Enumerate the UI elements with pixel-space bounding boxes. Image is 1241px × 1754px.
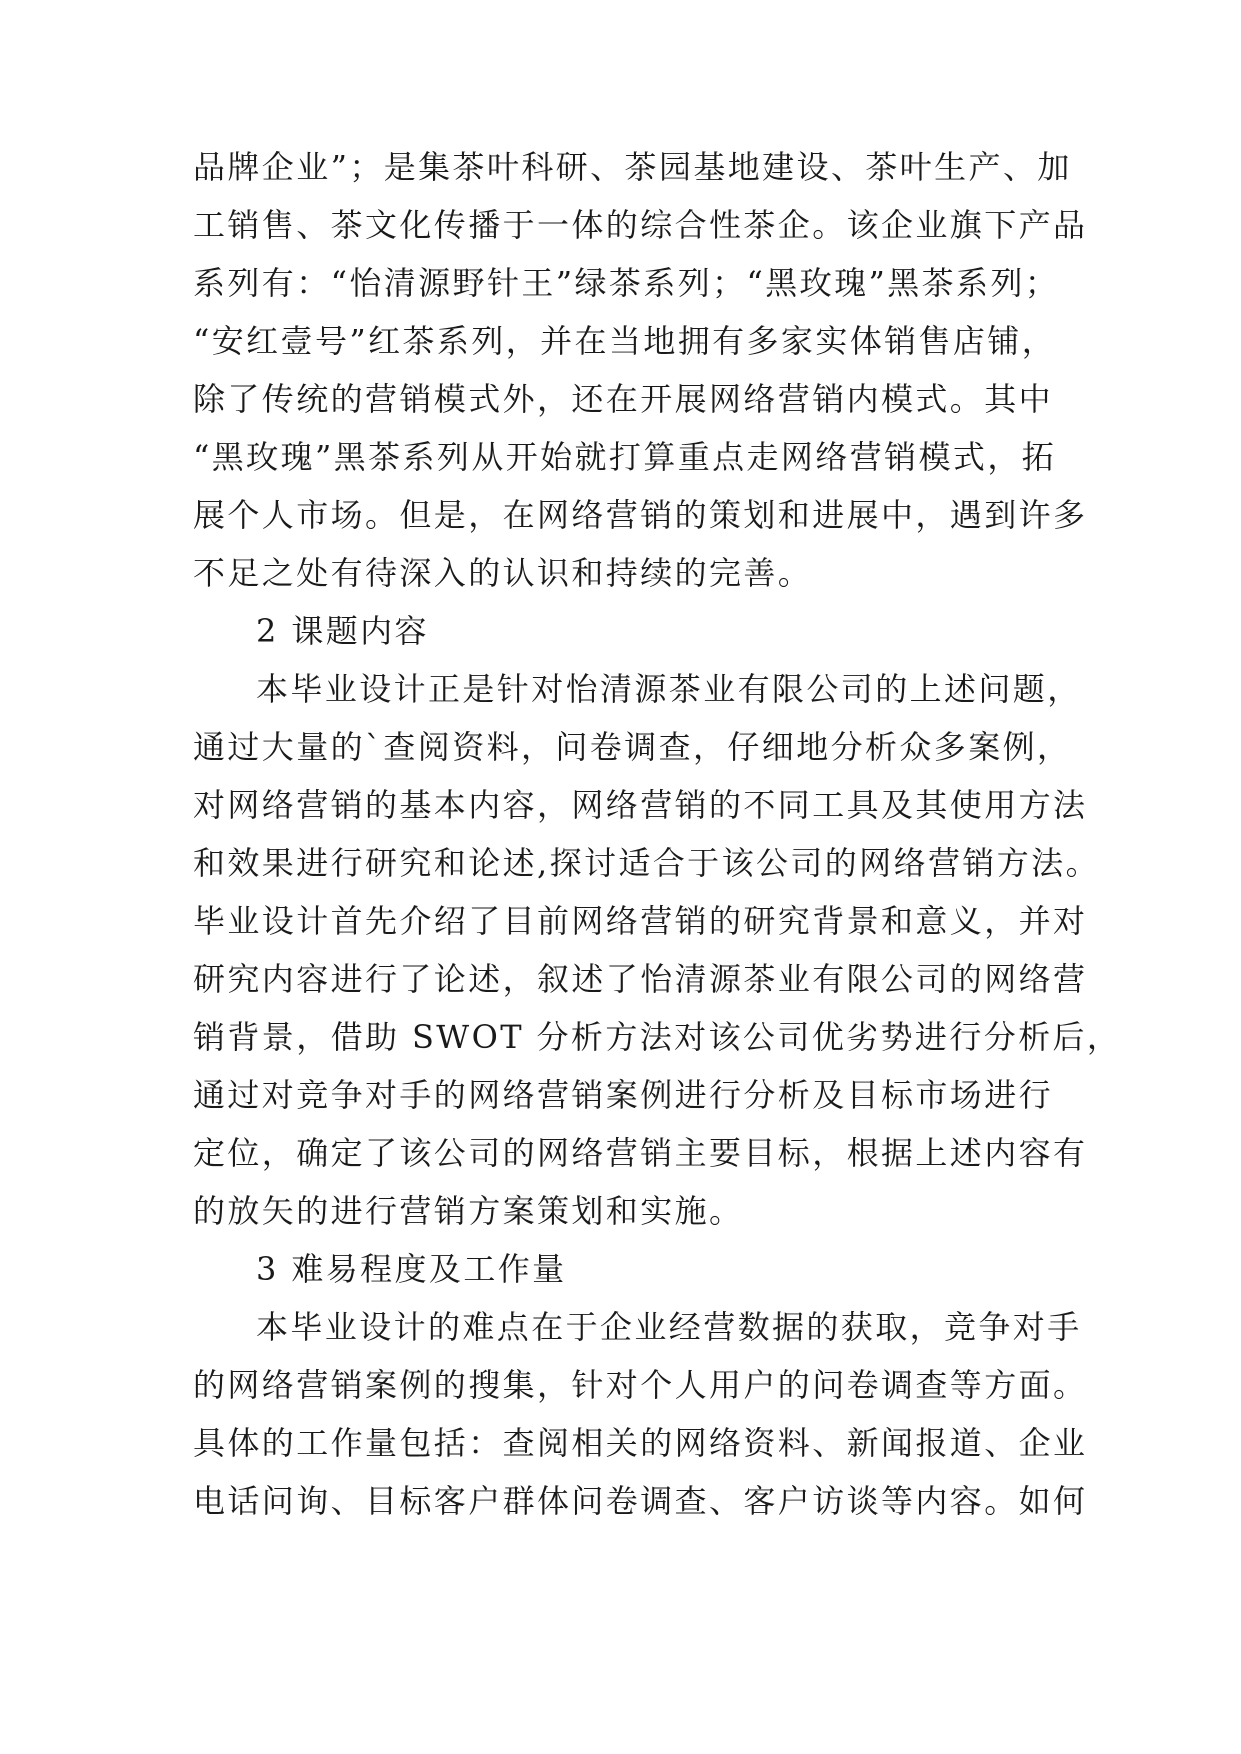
- paragraph-line: 本毕业设计正是针对怡清源茶业有限公司的上述问题，: [256, 670, 1082, 708]
- paragraph-line: 不足之处有待深入的认识和持续的完善。: [193, 554, 813, 592]
- paragraph-line: 的放矢的进行营销方案策划和实施。: [193, 1192, 744, 1230]
- paragraph-line: 系列有：“怡清源野针王”绿茶系列；“黑玫瑰”黑茶系列；: [193, 264, 1060, 302]
- paragraph-line: 的网络营销案例的搜集，针对个人用户的问卷调查等方面。: [193, 1366, 1088, 1404]
- section-heading: 3 难易程度及工作量: [256, 1250, 567, 1288]
- paragraph-line: 具体的工作量包括：查阅相关的网络资料、新闻报道、企业: [193, 1424, 1088, 1462]
- paragraph-line: 品牌企业”；是集茶叶科研、茶园基地建设、茶叶生产、加: [193, 148, 1072, 186]
- paragraph-line: 工销售、茶文化传播于一体的综合性茶企。该企业旗下产品: [193, 206, 1088, 244]
- paragraph-line: 销背景，借助 SWOT 分析方法对该公司优劣势进行分析后，: [193, 1018, 1122, 1056]
- paragraph-line: 电话问询、目标客户群体问卷调查、客户访谈等内容。如何: [193, 1482, 1088, 1520]
- paragraph-line: “黑玫瑰”黑茶系列从开始就打算重点走网络营销模式，拓: [193, 438, 1057, 476]
- paragraph-line: 通过对竞争对手的网络营销案例进行分析及目标市场进行: [193, 1076, 1054, 1114]
- paragraph-line: 和效果进行研究和论述,探讨适合于该公司的网络营销方法。: [193, 844, 1100, 882]
- paragraph-line: 对网络营销的基本内容，网络营销的不同工具及其使用方法: [193, 786, 1088, 824]
- section-heading: 2 课题内容: [256, 612, 429, 650]
- paragraph-line: “安红壹号”红茶系列，并在当地拥有多家实体销售店铺，: [193, 322, 1057, 360]
- paragraph-line: 本毕业设计的难点在于企业经营数据的获取，竞争对手: [256, 1308, 1082, 1346]
- paragraph-line: 展个人市场。但是，在网络营销的策划和进展中，遇到许多: [193, 496, 1088, 534]
- paragraph-line: 定位，确定了该公司的网络营销主要目标，根据上述内容有: [193, 1134, 1088, 1172]
- paragraph-line: 除了传统的营销模式外，还在开展网络营销内模式。其中: [193, 380, 1054, 418]
- paragraph-line: 研究内容进行了论述，叙述了怡清源茶业有限公司的网络营: [193, 960, 1088, 998]
- paragraph-line: 毕业设计首先介绍了目前网络营销的研究背景和意义，并对: [193, 902, 1088, 940]
- paragraph-line: 通过大量的`查阅资料，问卷调查，仔细地分析众多案例，: [193, 728, 1072, 766]
